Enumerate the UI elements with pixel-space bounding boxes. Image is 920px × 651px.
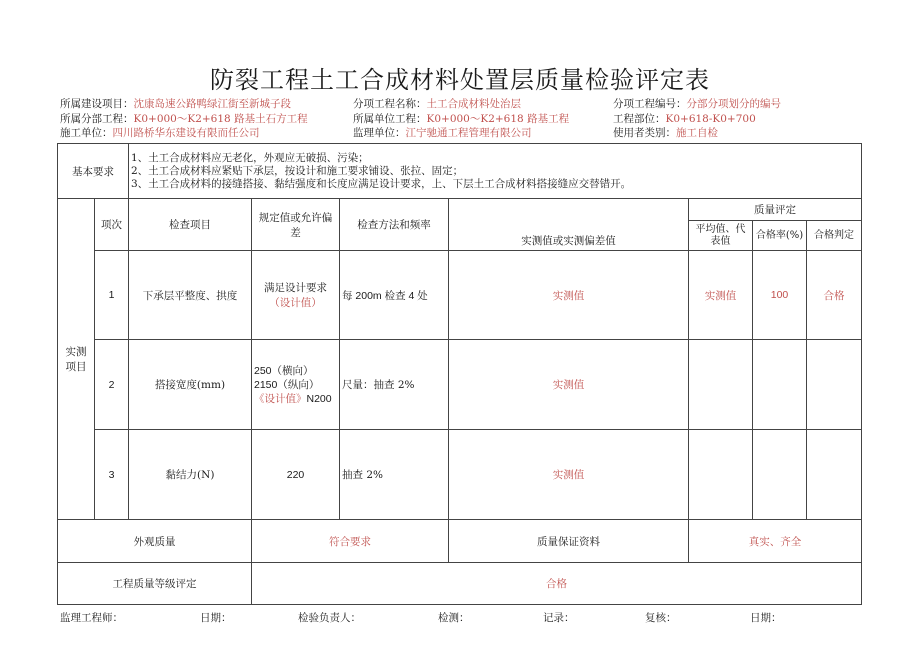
row-seq: 3	[95, 430, 129, 520]
assurance-value: 真实、齐全	[689, 520, 862, 563]
header-row-1	[58, 199, 862, 221]
row-pass-rate	[753, 340, 807, 430]
location-info	[613, 112, 756, 126]
grade-row	[58, 563, 862, 605]
row-judge: 合格	[807, 251, 862, 340]
footer-inspector: 检验负责人：	[298, 612, 361, 624]
contractor-label: 施工单位：	[60, 127, 113, 139]
row-avg	[689, 340, 753, 430]
sub-project-no-value: 分部分项划分的编号	[686, 98, 781, 110]
assurance-label: 质量保证资料	[449, 520, 689, 563]
table-row	[58, 430, 862, 520]
appearance-row	[58, 520, 862, 563]
row-avg: 实测值	[689, 251, 753, 340]
row-measured: 实测值	[449, 430, 689, 520]
avg-header: 平均值、代表值	[689, 221, 753, 251]
quality-eval-header: 质量评定	[689, 199, 862, 221]
judge-header: 合格判定	[807, 221, 862, 251]
spec-main: 满足设计要求	[264, 282, 327, 294]
row-seq: 2	[95, 340, 129, 430]
user-type-value: 施工自检	[676, 127, 718, 139]
appearance-label: 外观质量	[58, 520, 252, 563]
sub-project-value: 土工合成材料处治层	[426, 98, 521, 110]
row-seq: 1	[95, 251, 129, 340]
division-info	[60, 112, 308, 126]
basic-req-line: 2、土工合成材料应紧贴下承层，按设计和施工要求铺设、张拉、固定；	[131, 164, 464, 177]
form-title: 防裂工程土工合成材料处置层质量检验评定表	[210, 66, 710, 94]
supervisor-info	[353, 126, 532, 140]
row-judge	[807, 340, 862, 430]
project-value: 沈康岛速公路鸭绿江街至新城子段	[133, 98, 291, 110]
footer-record: 记录：	[543, 612, 575, 624]
grade-label: 工程质量等级评定	[58, 563, 252, 605]
unit-work-value: K0+000～K2+618 路基工程	[426, 113, 570, 125]
row-measured: 实测值	[449, 251, 689, 340]
footer-engineer: 监理工程师：	[60, 612, 123, 624]
row-item: 搭接宽度(mm)	[129, 340, 252, 430]
measured-items-label: 实测项目	[58, 199, 95, 520]
row-spec	[252, 251, 340, 340]
row-item: 下承层平整度、拱度	[129, 251, 252, 340]
basic-req-label: 基本要求	[58, 144, 129, 199]
basic-req-line: 3、土工合成材料的接缝搭接、黏结强度和长度应满足设计要求，上、下层土工合成材料搭接缝应交替错开。	[131, 177, 632, 190]
supervisor-value: 江宁驰通工程管理有限公司	[405, 127, 532, 139]
footer-date-2: 日期：	[750, 612, 782, 624]
unit-work-info	[353, 112, 569, 126]
measured-header: 实测值或实测偏差值	[449, 199, 689, 251]
table-row	[58, 340, 862, 430]
location-value: K0+618-K0+700	[665, 113, 756, 125]
project-info	[60, 97, 291, 111]
row-method: 每 200m 检查 4 处	[340, 251, 449, 340]
row-pass-rate: 100	[753, 251, 807, 340]
location-label: 工程部位：	[613, 113, 666, 125]
sub-project-info	[353, 97, 521, 111]
check-item-header: 检查项目	[129, 199, 252, 251]
contractor-info	[60, 126, 260, 140]
contractor-value: 四川路桥华东建设有限而任公司	[112, 127, 260, 139]
footer-review: 复核：	[645, 612, 677, 624]
row-avg	[689, 430, 753, 520]
division-value: K0+000～K2+618 路基土石方工程	[133, 113, 308, 125]
basic-req-line: 1、土工合成材料应无老化，外观应无破损、污染；	[131, 151, 369, 164]
supervisor-label: 监理单位：	[353, 127, 406, 139]
sub-project-label: 分项工程名称：	[353, 98, 427, 110]
user-type-info	[613, 126, 718, 140]
spec-tail: N200	[306, 392, 332, 405]
user-type-label: 使用者类别：	[613, 127, 676, 139]
division-label: 所属分部工程：	[60, 113, 134, 125]
table-row	[58, 251, 862, 340]
sub-project-no-info	[613, 97, 781, 111]
row-spec: 220	[252, 430, 340, 520]
grade-value: 合格	[252, 563, 862, 605]
spec-header: 规定值或允许偏差	[252, 199, 340, 251]
row-method: 尺量：抽查 2%	[340, 340, 449, 430]
appearance-value: 符合要求	[252, 520, 449, 563]
project-label: 所属建设项目：	[60, 98, 134, 110]
basic-req-content	[129, 144, 862, 199]
row-judge	[807, 430, 862, 520]
pass-rate-header: 合格率(%)	[753, 221, 807, 251]
basic-req-row	[58, 144, 862, 199]
method-header: 检查方法和频率	[340, 199, 449, 251]
spec-design-value: 《设计值》	[254, 392, 307, 405]
footer-date-1: 日期：	[200, 612, 232, 624]
seq-header: 项次	[95, 199, 129, 251]
row-pass-rate	[753, 430, 807, 520]
spec-main: 250（横向）	[254, 364, 314, 377]
sub-project-no-label: 分项工程编号：	[613, 98, 687, 110]
row-method: 抽查 2%	[340, 430, 449, 520]
unit-work-label: 所属单位工程：	[353, 113, 427, 125]
row-spec	[252, 340, 340, 430]
row-item: 黏结力(N)	[129, 430, 252, 520]
spec-extra: 2150（纵向）	[254, 378, 320, 391]
row-measured: 实测值	[449, 340, 689, 430]
footer-test: 检测：	[438, 612, 470, 624]
spec-design-value: （设计值）	[269, 297, 322, 309]
inspection-table	[57, 143, 862, 605]
